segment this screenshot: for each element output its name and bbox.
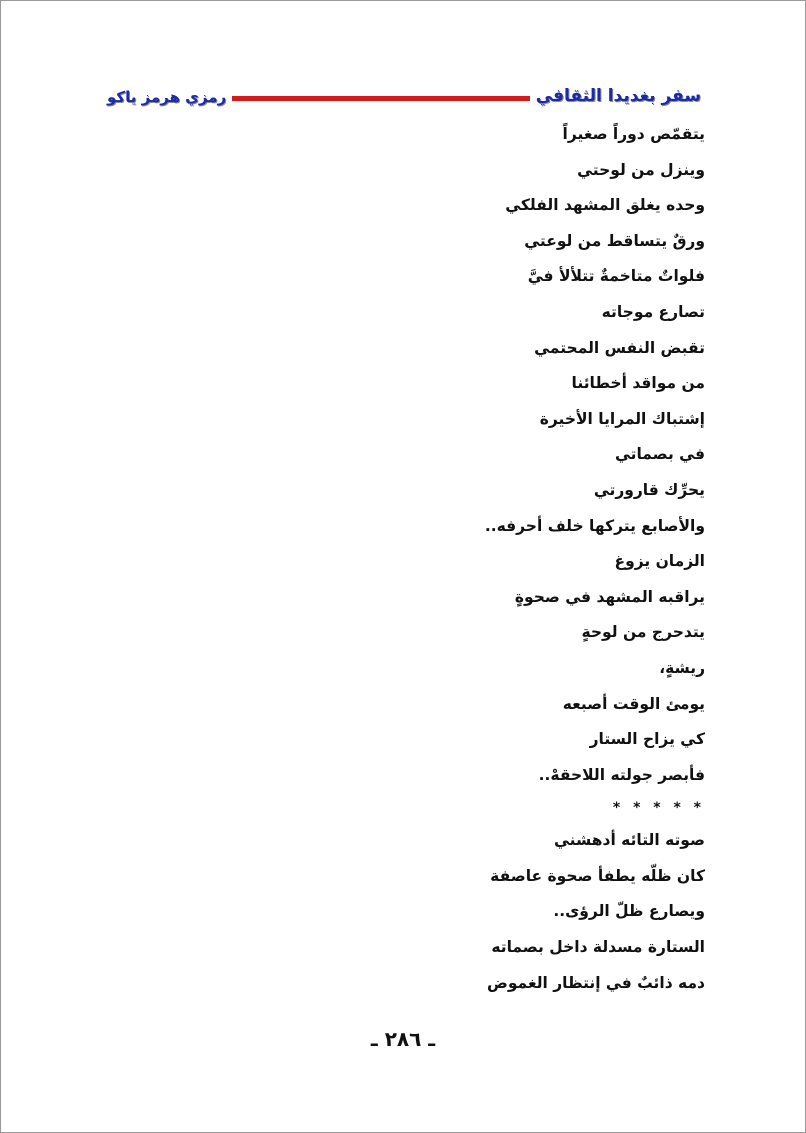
- poem-line: كي يزاح الستار: [589, 730, 705, 749]
- poem-line: يومئ الوقت أصبعه: [562, 694, 705, 713]
- poem-line: وينزل من لوحتي: [577, 160, 705, 179]
- poem-line: صوته التائه أدهشني: [553, 831, 705, 850]
- book-title: سفر بغديدا الثقافي: [530, 83, 707, 109]
- poem-line: ويصارع ظلّ الرؤى..: [553, 902, 705, 921]
- poem-line: تصارع موجاته: [601, 302, 705, 321]
- page-number: ـ ٢٨٦ ـ: [370, 1027, 436, 1051]
- poem-line: يحرِّك قارورتي: [593, 480, 705, 499]
- poem-line: دمه ذائبٌ في إنتظار الغموض: [486, 973, 705, 992]
- section-divider-stars: * * * * *: [612, 800, 705, 817]
- poem-line: الستارة مسدلة داخل بصماته: [491, 938, 705, 957]
- poem-line: من مواقد أخطائنا: [571, 374, 705, 393]
- poem-line: تقبض النفس المحتمي: [534, 338, 705, 357]
- poem-line: والأصابع يتركها خلف أحرفه..: [484, 516, 705, 535]
- poem-line: إشتباك المرايا الأخيرة: [539, 409, 705, 428]
- poem-line: وحده يغلق المشهد الفلكي: [505, 196, 705, 215]
- poem-line: فأبصر جولته اللاحقهْ..: [538, 765, 705, 784]
- poem-line: فلواتٌ متاخمةٌ تتلألأ فيَّ: [527, 267, 705, 286]
- poem-line: يتدحرج من لوحةٍ: [581, 623, 705, 642]
- poem-line: الزمان يزوغ: [614, 552, 705, 571]
- poem-line: ورقٌ يتساقط من لوعتي: [524, 231, 705, 250]
- page-header: [101, 83, 707, 111]
- poem-line: كان ظلّه يطفأ صحوة عاصفة: [490, 866, 705, 885]
- poem-line: ريشةٍ،: [659, 658, 705, 677]
- poem-line: في بصماتي: [614, 445, 705, 464]
- author-name: رمزي هرمز ياكو: [101, 85, 232, 109]
- poem-body: [265, 117, 705, 1001]
- poem-line: يراقبه المشهد في صحوةٍ: [514, 587, 705, 606]
- poem-line: يتقمّص دوراً صغيراً: [562, 125, 705, 143]
